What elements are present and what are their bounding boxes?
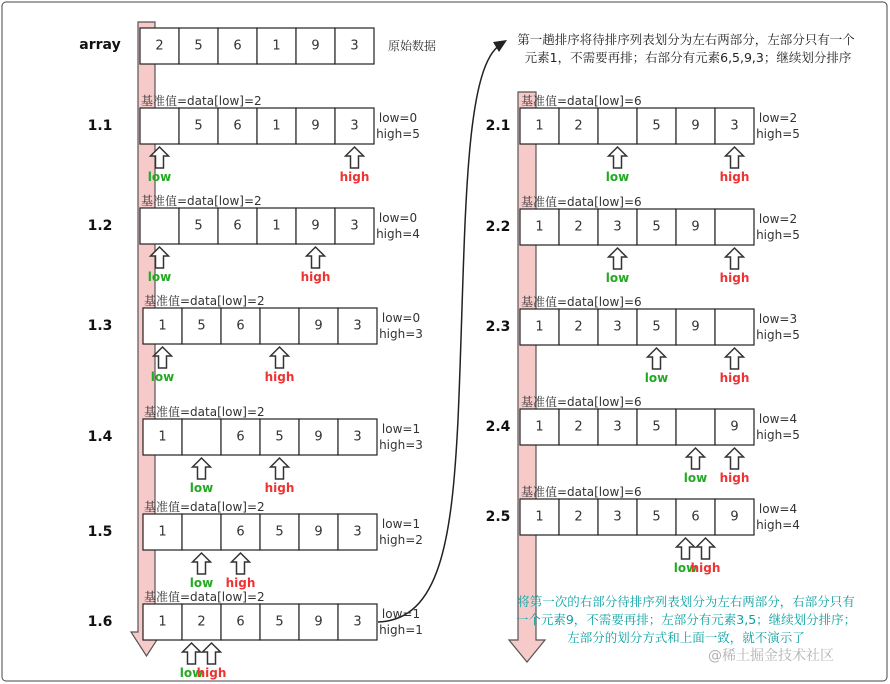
high-pointer-arrow-icon: [726, 448, 744, 469]
low-pointer-label: low: [147, 170, 172, 184]
step-label: 2.4: [485, 419, 511, 435]
array-cell-value: 9: [314, 318, 323, 334]
array-cell-value: 1: [158, 318, 167, 334]
array-cell: [676, 409, 715, 445]
low-pointer-arrow-icon: [648, 348, 666, 369]
array-cell-value: 5: [194, 118, 203, 134]
array-cell-value: 2: [574, 419, 583, 435]
high-pointer-arrow-icon: [726, 248, 744, 269]
array-cell-value: 2: [574, 319, 583, 335]
array-cell-value: 9: [691, 118, 700, 134]
high-pointer-label: high: [264, 370, 295, 384]
watermark: @稀土掘金技术社区: [708, 648, 834, 664]
array-cell: [260, 308, 299, 344]
low-index-text: low=3: [758, 312, 798, 326]
high-pointer-arrow-icon: [203, 643, 221, 664]
array-cell-value: 1: [158, 524, 167, 540]
array-cell-value: 3: [613, 419, 622, 435]
high-index-text: high=5: [756, 428, 800, 442]
array-cell-value: 1: [535, 419, 544, 435]
array-cell-value: 9: [730, 419, 739, 435]
low-pointer-label: low: [644, 371, 669, 385]
low-pointer-arrow-icon: [183, 643, 201, 664]
high-index-text: high=2: [379, 533, 423, 547]
array-cell-value: 1: [158, 614, 167, 630]
pivot-label: 基准值=data[low]=6: [521, 485, 642, 499]
array-cell-value: 1: [535, 319, 544, 335]
high-pointer-label: high: [719, 371, 750, 385]
array-cell-value: 2: [197, 614, 206, 630]
step-label: 1.2: [87, 218, 113, 234]
low-pointer-arrow-icon: [154, 347, 172, 368]
high-index-text: high=3: [379, 327, 423, 341]
pivot-label: 基准值=data[low]=2: [144, 405, 265, 419]
low-index-text: low=4: [758, 502, 798, 516]
original-cell-value: 6: [233, 38, 242, 54]
note-top-line-2: 元素1，不需要再排；右部分有元素6,5,9,3；继续划分排序: [524, 50, 852, 65]
array-cell-value: 3: [353, 318, 362, 334]
top-right-note: [517, 32, 855, 65]
pivot-label: 基准值=data[low]=2: [141, 194, 262, 208]
array-cell-value: 6: [236, 429, 245, 445]
low-pointer-label: low: [147, 270, 172, 284]
step-label: 1.1: [87, 118, 113, 134]
original-cell-value: 9: [311, 38, 320, 54]
low-index-text: low=4: [758, 412, 798, 426]
original-cell-value: 3: [350, 38, 359, 54]
array-cell-value: 1: [272, 218, 281, 234]
array-cell-value: 3: [350, 218, 359, 234]
note-bottom-line-1: 将第一次的右部分待排序列表划分为左右两部分，右部分只有: [517, 594, 855, 609]
high-pointer-label: high: [264, 481, 295, 495]
array-cell-value: 9: [691, 319, 700, 335]
array-cell-value: 6: [233, 118, 242, 134]
low-pointer-label: low: [673, 561, 698, 575]
low-pointer-arrow-icon: [193, 553, 211, 574]
high-index-text: high=4: [376, 227, 420, 241]
step-label: 1.3: [87, 318, 113, 334]
low-index-text: low=0: [378, 111, 418, 125]
low-pointer-arrow-icon: [609, 248, 627, 269]
high-pointer-label: high: [719, 471, 750, 485]
array-cell-value: 9: [314, 614, 323, 630]
array-cell-value: 5: [275, 429, 284, 445]
high-pointer-arrow-icon: [271, 347, 289, 368]
array-cell-value: 1: [158, 429, 167, 445]
low-pointer-label: low: [605, 170, 630, 184]
pivot-label: 基准值=data[low]=2: [144, 500, 265, 514]
original-caption: 原始数据: [388, 39, 437, 53]
array-cell-value: 6: [236, 524, 245, 540]
low-pointer-label: low: [189, 576, 214, 590]
array-cell-value: 6: [236, 614, 245, 630]
high-pointer-label: high: [690, 561, 721, 575]
note-top-line-1: 第一趟排序将待排序列表划分为左右两部分，左部分只有一个: [517, 32, 855, 47]
high-pointer-arrow-icon: [346, 147, 364, 168]
high-pointer-arrow-icon: [232, 553, 250, 574]
array-cell-value: 5: [652, 118, 661, 134]
high-pointer-label: high: [196, 666, 227, 680]
array-cell-value: 5: [652, 419, 661, 435]
array-cell-value: 5: [194, 218, 203, 234]
pivot-label: 基准值=data[low]=2: [141, 94, 262, 108]
low-index-text: low=2: [758, 111, 798, 125]
high-index-text: high=4: [756, 518, 800, 532]
low-pointer-arrow-icon: [687, 448, 705, 469]
array-cell-value: 2: [574, 509, 583, 525]
low-pointer-label: low: [189, 481, 214, 495]
low-index-text: low=0: [381, 311, 421, 325]
high-pointer-label: high: [300, 270, 331, 284]
array-cell: [140, 108, 179, 144]
pivot-label: 基准值=data[low]=6: [521, 395, 642, 409]
array-cell: [598, 108, 637, 144]
step-label: 2.2: [485, 219, 511, 235]
high-pointer-label: high: [719, 170, 750, 184]
array-cell-value: 9: [311, 118, 320, 134]
array-cell-value: 9: [730, 509, 739, 525]
pivot-label: 基准值=data[low]=6: [521, 94, 642, 108]
note-bottom-line-3: 左部分的划分方式和上面一致，就不演示了: [567, 630, 805, 645]
array-cell: [182, 514, 221, 550]
array-label: array: [79, 37, 121, 53]
low-index-text: low=1: [381, 422, 421, 436]
pivot-label: 基准值=data[low]=2: [144, 294, 265, 308]
array-cell-value: 1: [535, 509, 544, 525]
array-cell-value: 1: [535, 118, 544, 134]
array-cell-value: 1: [272, 118, 281, 134]
array-cell-value: 9: [691, 219, 700, 235]
array-cell-value: 2: [574, 219, 583, 235]
array-cell-value: 5: [275, 614, 284, 630]
step-label: 2.3: [485, 319, 511, 335]
low-pointer-arrow-icon: [193, 458, 211, 479]
array-cell-value: 3: [353, 429, 362, 445]
step-label: 2.5: [485, 509, 511, 525]
high-pointer-arrow-icon: [697, 538, 715, 559]
step-label: 2.1: [485, 118, 511, 134]
high-pointer-label: high: [339, 170, 370, 184]
original-array-row: [79, 28, 436, 64]
high-index-text: high=1: [379, 623, 423, 637]
low-index-text: low=0: [378, 211, 418, 225]
array-cell: [715, 209, 754, 245]
array-cell-value: 3: [730, 118, 739, 134]
original-cell-value: 5: [194, 38, 203, 54]
step-label: 1.4: [87, 429, 113, 445]
array-cell-value: 5: [652, 219, 661, 235]
array-cell-value: 2: [574, 118, 583, 134]
array-cell-value: 5: [652, 319, 661, 335]
bottom-right-note: [516, 594, 856, 645]
high-index-text: high=3: [379, 438, 423, 452]
original-cell-value: 1: [272, 38, 281, 54]
pivot-label: 基准值=data[low]=6: [521, 195, 642, 209]
array-cell: [182, 419, 221, 455]
low-pointer-label: low: [605, 271, 630, 285]
low-index-text: low=2: [758, 212, 798, 226]
low-pointer-label: low: [150, 370, 175, 384]
array-cell-value: 3: [350, 118, 359, 134]
array-cell-value: 5: [197, 318, 206, 334]
low-index-text: low=1: [381, 607, 421, 621]
step-label: 1.6: [87, 614, 113, 630]
array-cell-value: 9: [314, 524, 323, 540]
high-index-text: high=5: [756, 228, 800, 242]
array-cell-value: 6: [691, 509, 700, 525]
low-pointer-label: low: [179, 666, 204, 680]
high-pointer-arrow-icon: [271, 458, 289, 479]
note-bottom-line-2: 一个元素9，不需要再排；左部分有元素3,5；继续划分排序；: [515, 612, 857, 627]
array-cell-value: 6: [236, 318, 245, 334]
pivot-label: 基准值=data[low]=2: [144, 590, 265, 604]
high-index-text: high=5: [756, 328, 800, 342]
array-cell-value: 3: [613, 509, 622, 525]
array-cell-value: 3: [613, 319, 622, 335]
high-pointer-arrow-icon: [726, 348, 744, 369]
step-label: 1.5: [87, 524, 113, 540]
high-pointer-arrow-icon: [726, 147, 744, 168]
array-cell-value: 3: [353, 524, 362, 540]
array-cell: [140, 208, 179, 244]
high-pointer-label: high: [719, 271, 750, 285]
original-cell-value: 2: [155, 38, 164, 54]
array-cell-value: 6: [233, 218, 242, 234]
array-cell-value: 5: [275, 524, 284, 540]
high-pointer-label: high: [225, 576, 256, 590]
low-pointer-arrow-icon: [609, 147, 627, 168]
high-index-text: high=5: [756, 127, 800, 141]
array-cell-value: 5: [652, 509, 661, 525]
right-flow-arrow: [509, 92, 545, 662]
high-index-text: high=5: [376, 127, 420, 141]
array-cell: [715, 309, 754, 345]
high-pointer-arrow-icon: [307, 247, 325, 268]
array-cell-value: 9: [314, 429, 323, 445]
low-pointer-arrow-icon: [677, 538, 695, 559]
array-cell-value: 1: [535, 219, 544, 235]
array-cell-value: 3: [613, 219, 622, 235]
array-cell-value: 3: [353, 614, 362, 630]
low-index-text: low=1: [381, 517, 421, 531]
low-pointer-label: low: [683, 471, 708, 485]
pivot-label: 基准值=data[low]=6: [521, 295, 642, 309]
array-cell-value: 9: [311, 218, 320, 234]
